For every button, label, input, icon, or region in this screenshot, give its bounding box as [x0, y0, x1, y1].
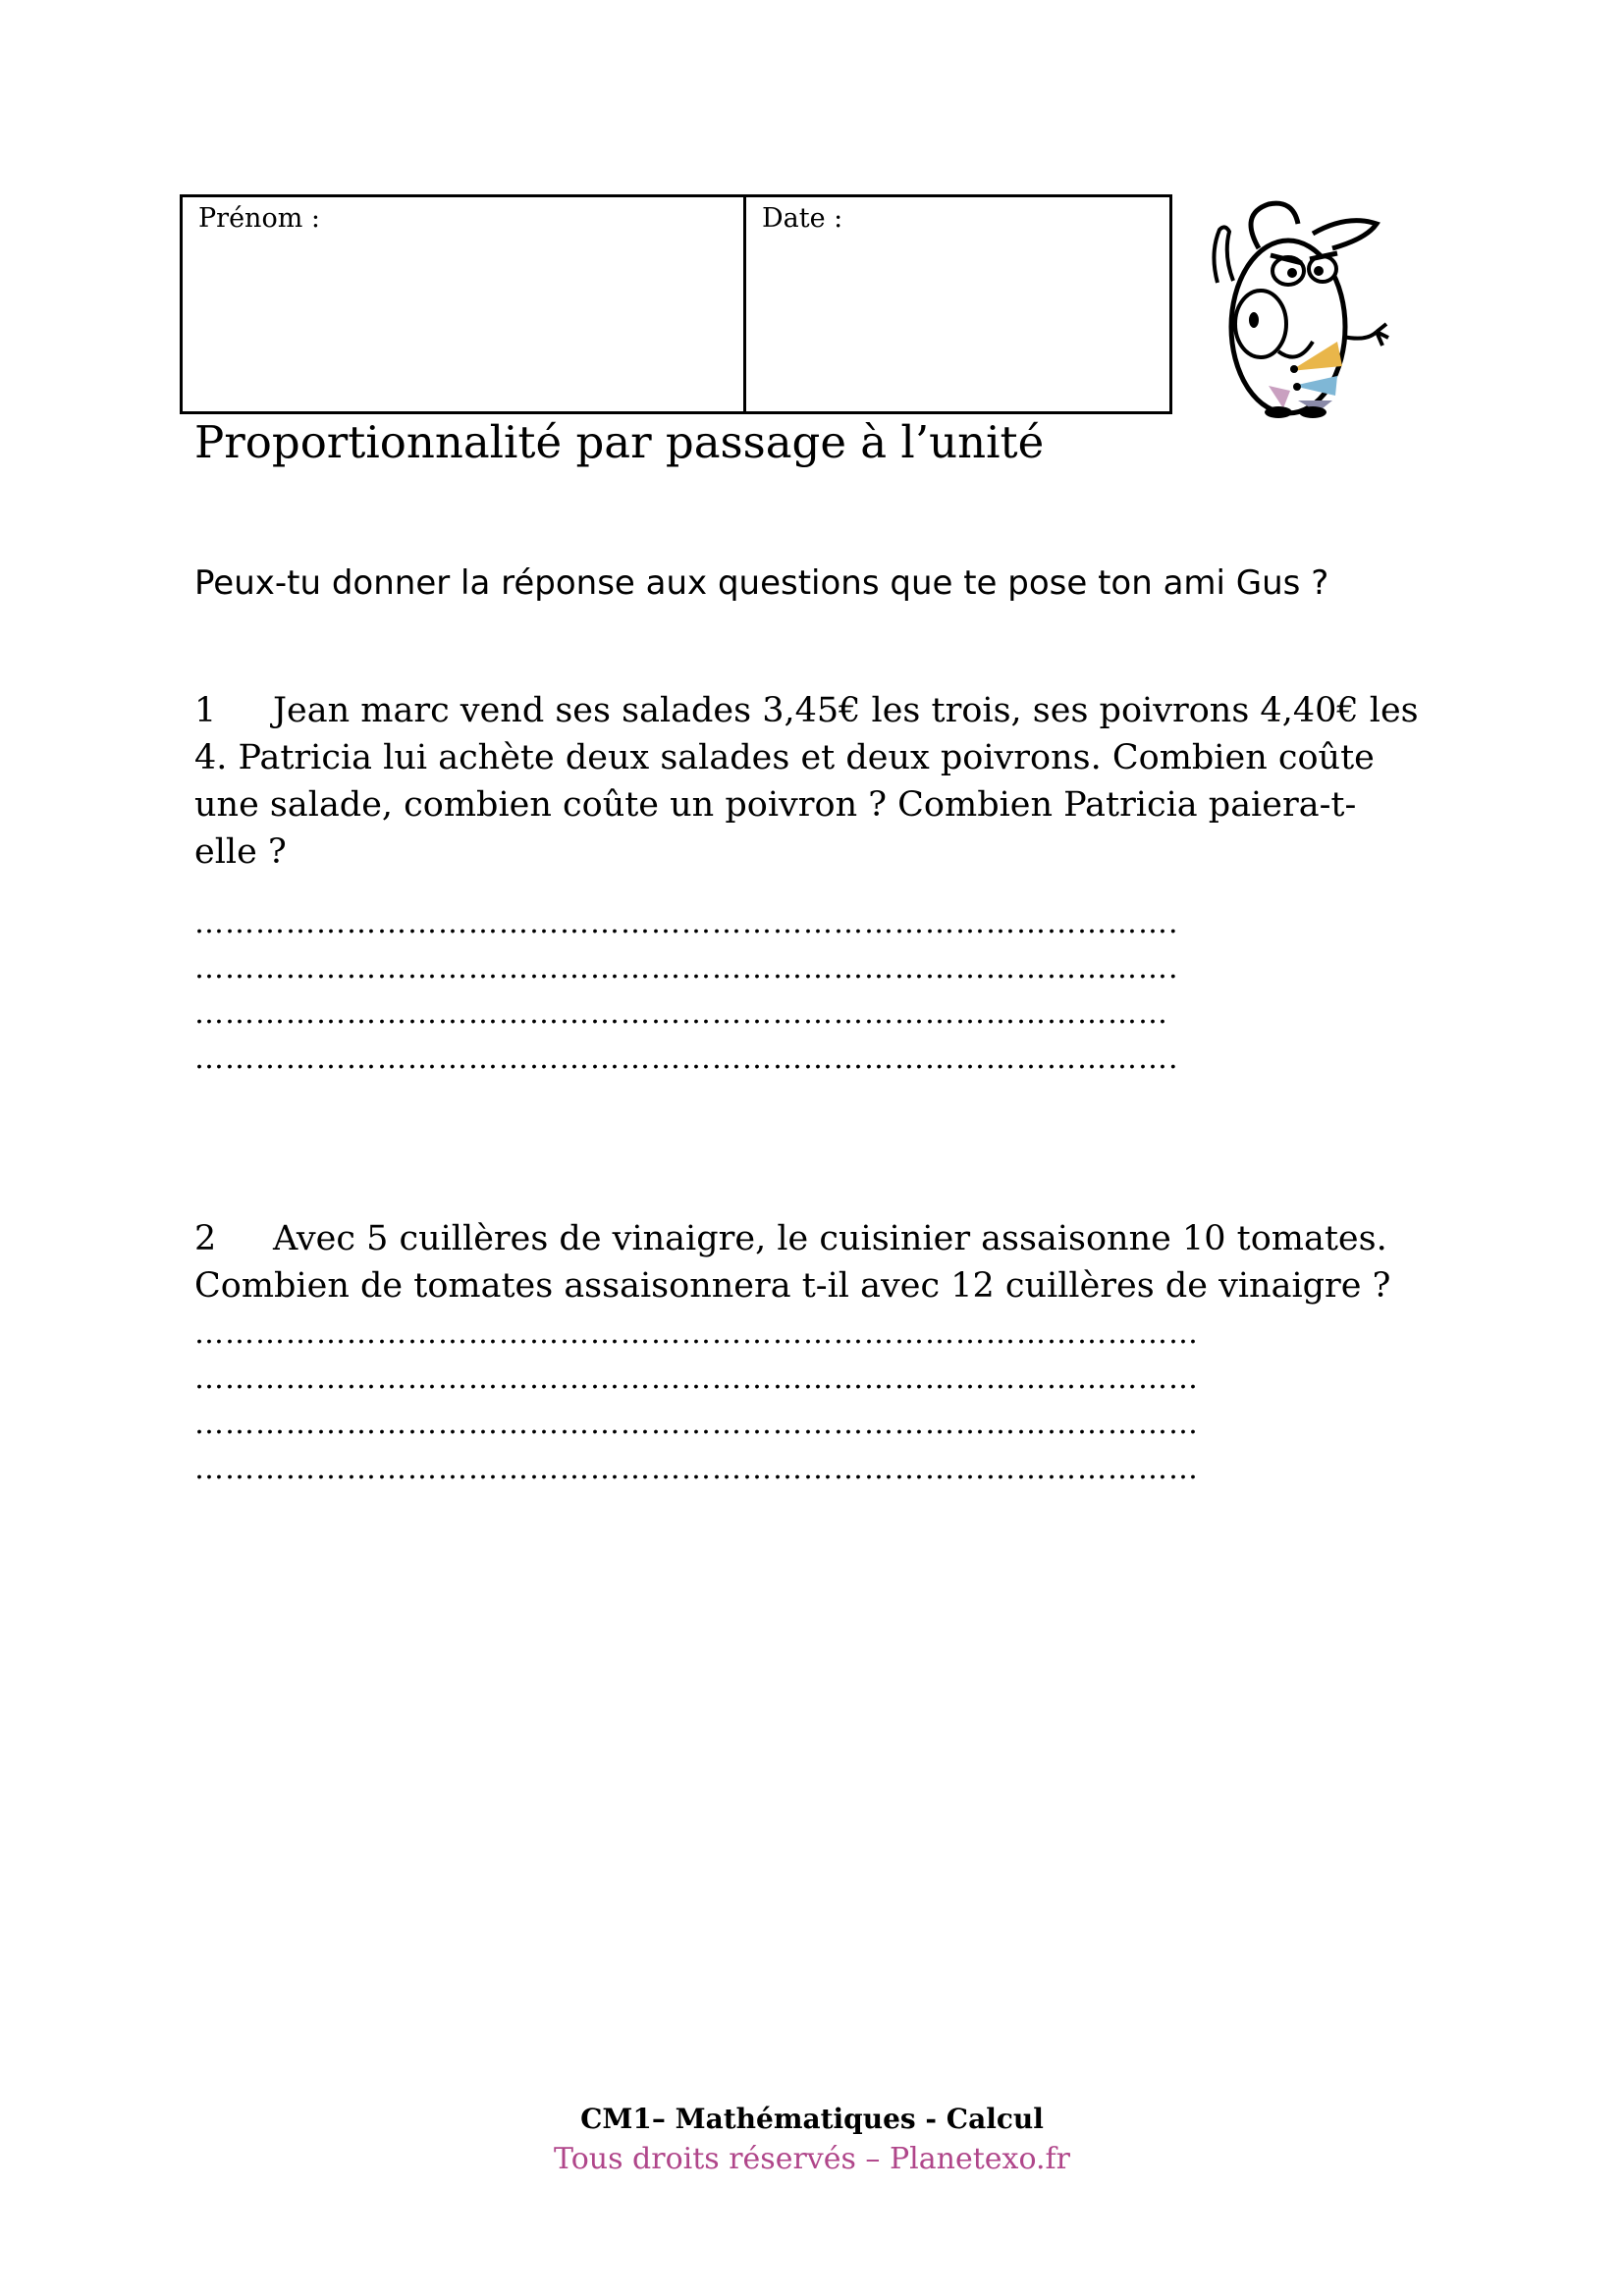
gus-mascot-illustration	[1200, 194, 1416, 420]
footer-copyright: Tous droits réservés – Planetexo.fr	[554, 2142, 1070, 2176]
question-1	[194, 687, 1432, 876]
question-line: Combien de tomates assaisonnera t-il avec 12 cuillères de vinaigre ?	[194, 1266, 1391, 1306]
question-2	[194, 1215, 1432, 1309]
worksheet-title: Proportionnalité par passage à l’unité	[194, 416, 1045, 468]
answer-lines-1[interactable]	[194, 901, 1432, 1082]
question-number: 2	[194, 1219, 217, 1258]
answer-line[interactable]: ………………………………………………………………………………………	[194, 1452, 1199, 1486]
question-line	[194, 687, 1432, 734]
answer-line[interactable]: ………………………………………………………………………………………	[194, 1316, 1199, 1351]
question-number: 1	[194, 691, 217, 730]
date-field[interactable]	[746, 197, 1169, 411]
answer-line[interactable]: ……………………………………………………………………………………	[194, 996, 1168, 1031]
question-line: elle ?	[194, 832, 287, 872]
answer-line[interactable]: …………………………………………………………………………………….	[194, 1041, 1179, 1076]
question-line: une salade, combien coûte un poivron ? Combien Patricia paiera-t-	[194, 785, 1357, 825]
student-info-box	[180, 194, 1172, 414]
date-label: Date :	[762, 203, 843, 234]
answer-line[interactable]: ………………………………………………………………………………………	[194, 1407, 1199, 1441]
question-line	[194, 1215, 1432, 1262]
question-text: Jean marc vend ses salades 3,45€ les trois, ses poivrons 4,40€ les	[273, 691, 1419, 730]
question-text: Avec 5 cuillères de vinaigre, le cuisinier assaisonne 10 tomates.	[273, 1219, 1387, 1258]
answer-line[interactable]: …………………………………………………………………………………….	[194, 951, 1179, 986]
name-label: Prénom :	[198, 203, 320, 234]
answer-line[interactable]: …………………………………………………………………………………….	[194, 906, 1179, 940]
answer-lines-2[interactable]	[194, 1311, 1432, 1492]
instructions-text: Peux-tu donner la réponse aux questions que te pose ton ami Gus ?	[194, 563, 1329, 603]
answer-line[interactable]: ………………………………………………………………………………………	[194, 1362, 1199, 1396]
footer-subject: CM1– Mathématiques - Calcul	[580, 2103, 1044, 2135]
name-field[interactable]	[183, 197, 746, 411]
question-line: 4. Patricia lui achète deux salades et deux poivrons. Combien coûte	[194, 738, 1375, 777]
